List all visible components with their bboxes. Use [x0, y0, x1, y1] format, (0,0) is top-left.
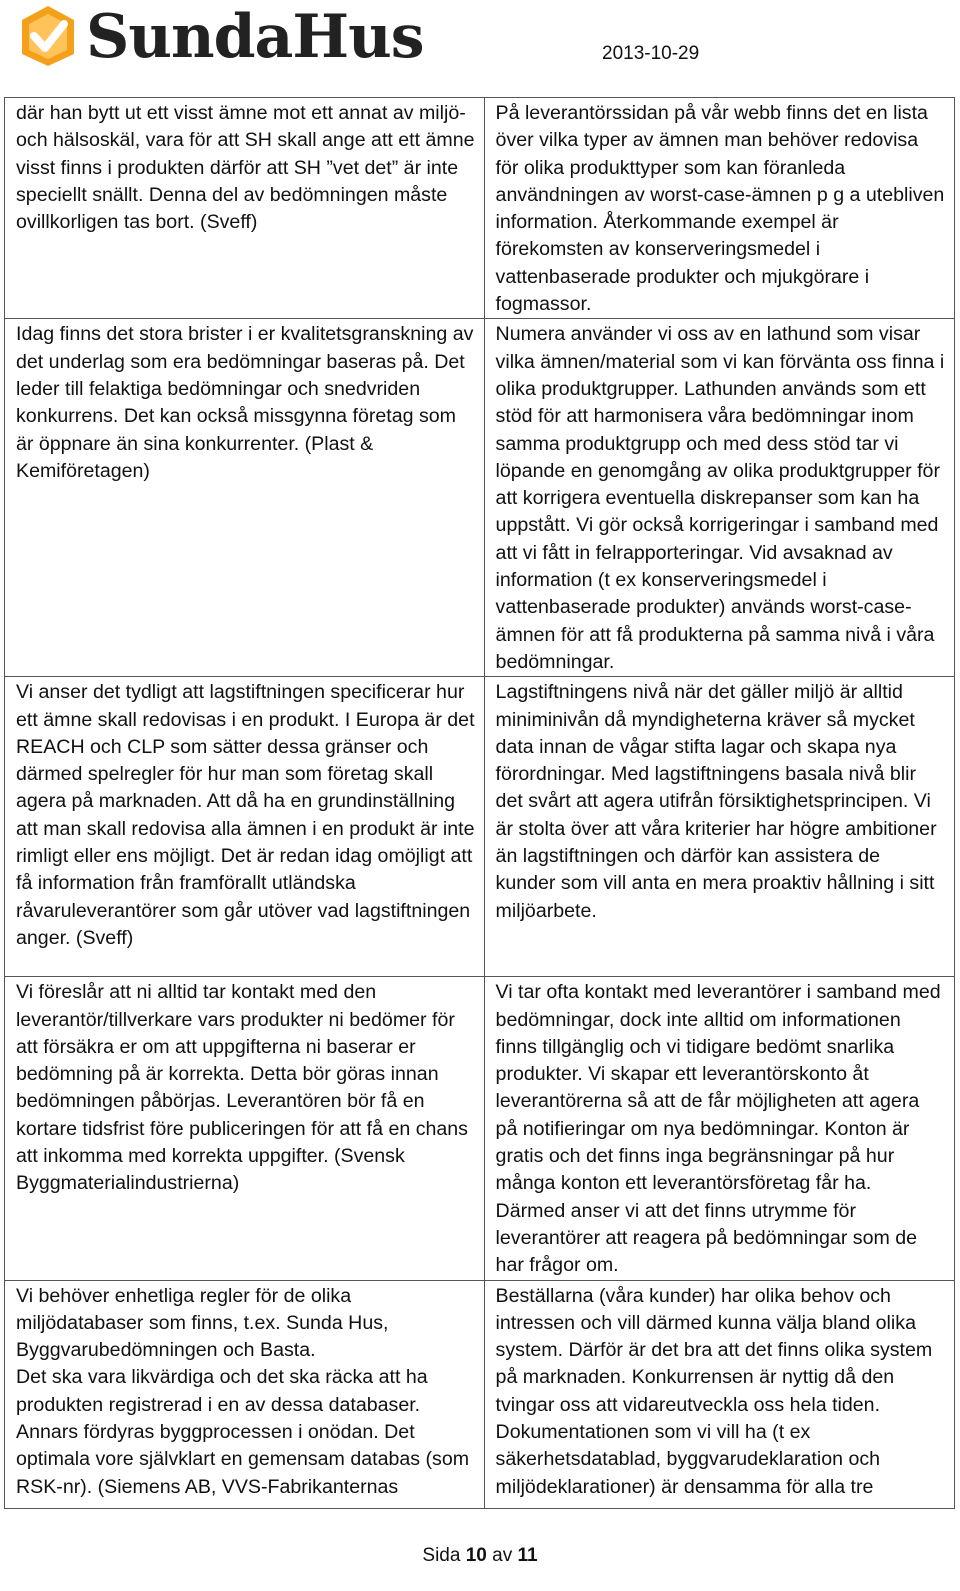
page-prefix: Sida	[422, 1545, 461, 1566]
response-cell	[484, 977, 954, 1280]
comment-cell	[5, 677, 485, 977]
response-text: Numera använder vi oss av en lathund som visar vilka ämnen/material som vi kan förvänta oss finna i olika produktgrupper. Lathunden används som ett stöd för att harmonisera våra bedömningar inom samma produktgrupp och med dess stöd tar vi löpande en genomgång av olika produktgrupper för att korrigera eventuella diskrepanser som kan ha uppstått. Vi gör också korrigeringar i samband med att vi fått in felrapporteringar. Vid avsaknad av information (t ex konserveringsmedel i vattenbaserade produkter) används worst-case-ämnen för att få produkterna på samma nivå i våra bedömningar.	[495, 323, 945, 673]
response-cell	[484, 1280, 954, 1508]
table-row	[5, 98, 955, 319]
page-number	[0, 1545, 960, 1567]
response-cell	[484, 98, 954, 319]
document-date: 2013-10-29	[602, 43, 700, 64]
comment-cell	[5, 977, 485, 1280]
table-row	[5, 677, 955, 977]
logo-mark-icon	[14, 4, 82, 68]
comment-text: Vi föreslår att ni alltid tar kontakt med den leverantör/tillverkare vars produkter ni bedömer för att försäkra er om att uppgifterna ni baserar er bedömning på är korrekta. Detta bör göras innan bedömningen påbörjas. Leverantören bör få en kortare tidsfrist före publiceringen för att få en chans att inkomma med korrekta uppgifter. (Svensk Byggmaterialindustrierna)	[16, 981, 468, 1195]
response-text: Lagstiftningens nivå när det gäller miljö är alltid miniminivån då myndigheterna kräver så mycket data innan de vågar stifta lagar och skapa nya förordningar. Med lagstiftningens basala nivå blir det svårt att agera utifrån försiktighetsprincipen. Vi är stolta över att våra kriterier har högre ambitioner än lagstiftningen och därför kan assistera de kunder som vill anta en mera proaktiv hållning i sitt miljöarbete.	[495, 681, 937, 922]
response-table	[4, 97, 955, 1509]
comment-text: Vi behöver enhetliga regler för de olika miljödatabaser som finns, t.ex. Sunda Hus, Byggvarubedömningen och Basta.	[16, 1284, 389, 1362]
comment-cell	[5, 1280, 485, 1508]
page-current: 10	[465, 1545, 487, 1566]
response-cell	[484, 677, 954, 977]
response-text: Vi tar ofta kontakt med leverantörer i samband med bedömningar, dock inte alltid om informationen finns tillgänglig och vi tidigare bedömt snarlika produkter. Vi skapar ett leverantörskonto åt leverantörerna så att de får möjligheten att agera på notifieringar om nya bedömningar. Konton är gratis och det finns inga begränsningar på hur många konton ett leverantörsföretag får ha. Därmed anser vi att det finns utrymme för leverantörer att reagera på bedömningar som de har frågor om.	[495, 981, 941, 1277]
page-header	[0, 0, 960, 90]
response-text: Beställarna (våra kunder) har olika behov och intressen och vill därmed kunna välja bland olika system. Därför är det bra att det finns olika system på marknaden. Konkurrensen är nyttig då den tvingar oss att vidareutveckla oss hela tiden. Dokumentationen som vi vill ha (t ex säkerhetsdatablad, byggvarudeklaration och miljödeklarationer) är densamma för alla tre	[495, 1284, 933, 1498]
comment-text: där han bytt ut ett visst ämne mot ett annat av miljö- och hälsoskäl, vara för att SH skall ange att ett ämne visst finns i produkten därför att SH ”vet det” är inte speciellt snällt. Denna del av bedömningen måste ovillkorligen tas bort. (Sveff)	[16, 102, 475, 234]
table-row	[5, 1280, 955, 1508]
response-text: På leverantörssidan på vår webb finns det en lista över vilka typer av ämnen man behöver redovisa för olika produkttyper som kan föranleda användningen av worst-case-ämnen p g a utebliven information. Återkommande exempel är förekomsten av konserveringsmedel i vattenbaserade produkter och mjukgörare i fogmassor.	[495, 102, 945, 316]
page-total: 11	[517, 1545, 538, 1566]
comment-text: Vi anser det tydligt att lagstiftningen specificerar hur ett ämne skall redovisas i en produkt. I Europa är det REACH och CLP som sätter dessa gränser och därmed spelregler för hur man som företag skall agera på marknaden. Att då ha en grundinställning att man skall redovisa alla ämnen i en produkt är inte rimligt eller ens möjligt. Det är redan idag omöjligt att få information från framförallt utländska råvaruleverantörer som går utöver vad lagstiftningen anger. (Sveff)	[16, 681, 475, 949]
sundahus-logo	[14, 2, 464, 72]
table-row	[5, 319, 955, 677]
logo-text: SundaHus	[86, 2, 424, 72]
comment-cell	[5, 319, 485, 677]
comment-text: Det ska vara likvärdiga och det ska räcka att ha produkten registrerad i en av dessa databaser. Annars fördyras byggprocessen i onödan. Det optimala vore självklart en gemensam databas (som RSK-nr). (Siemens AB, VVS-Fabrikanternas	[16, 1366, 470, 1498]
response-cell	[484, 319, 954, 677]
table-row	[5, 977, 955, 1280]
comment-text: Idag finns det stora brister i er kvalitetsgranskning av det underlag som era bedömningar baseras på. Det leder till felaktiga bedömningar och snedvriden konkurrens. Det kan också missgynna företag som är öppnare än sina konkurrenter. (Plast & Kemiföretagen)	[16, 323, 474, 482]
comment-cell	[5, 98, 485, 319]
page-separator: av	[492, 1545, 513, 1566]
